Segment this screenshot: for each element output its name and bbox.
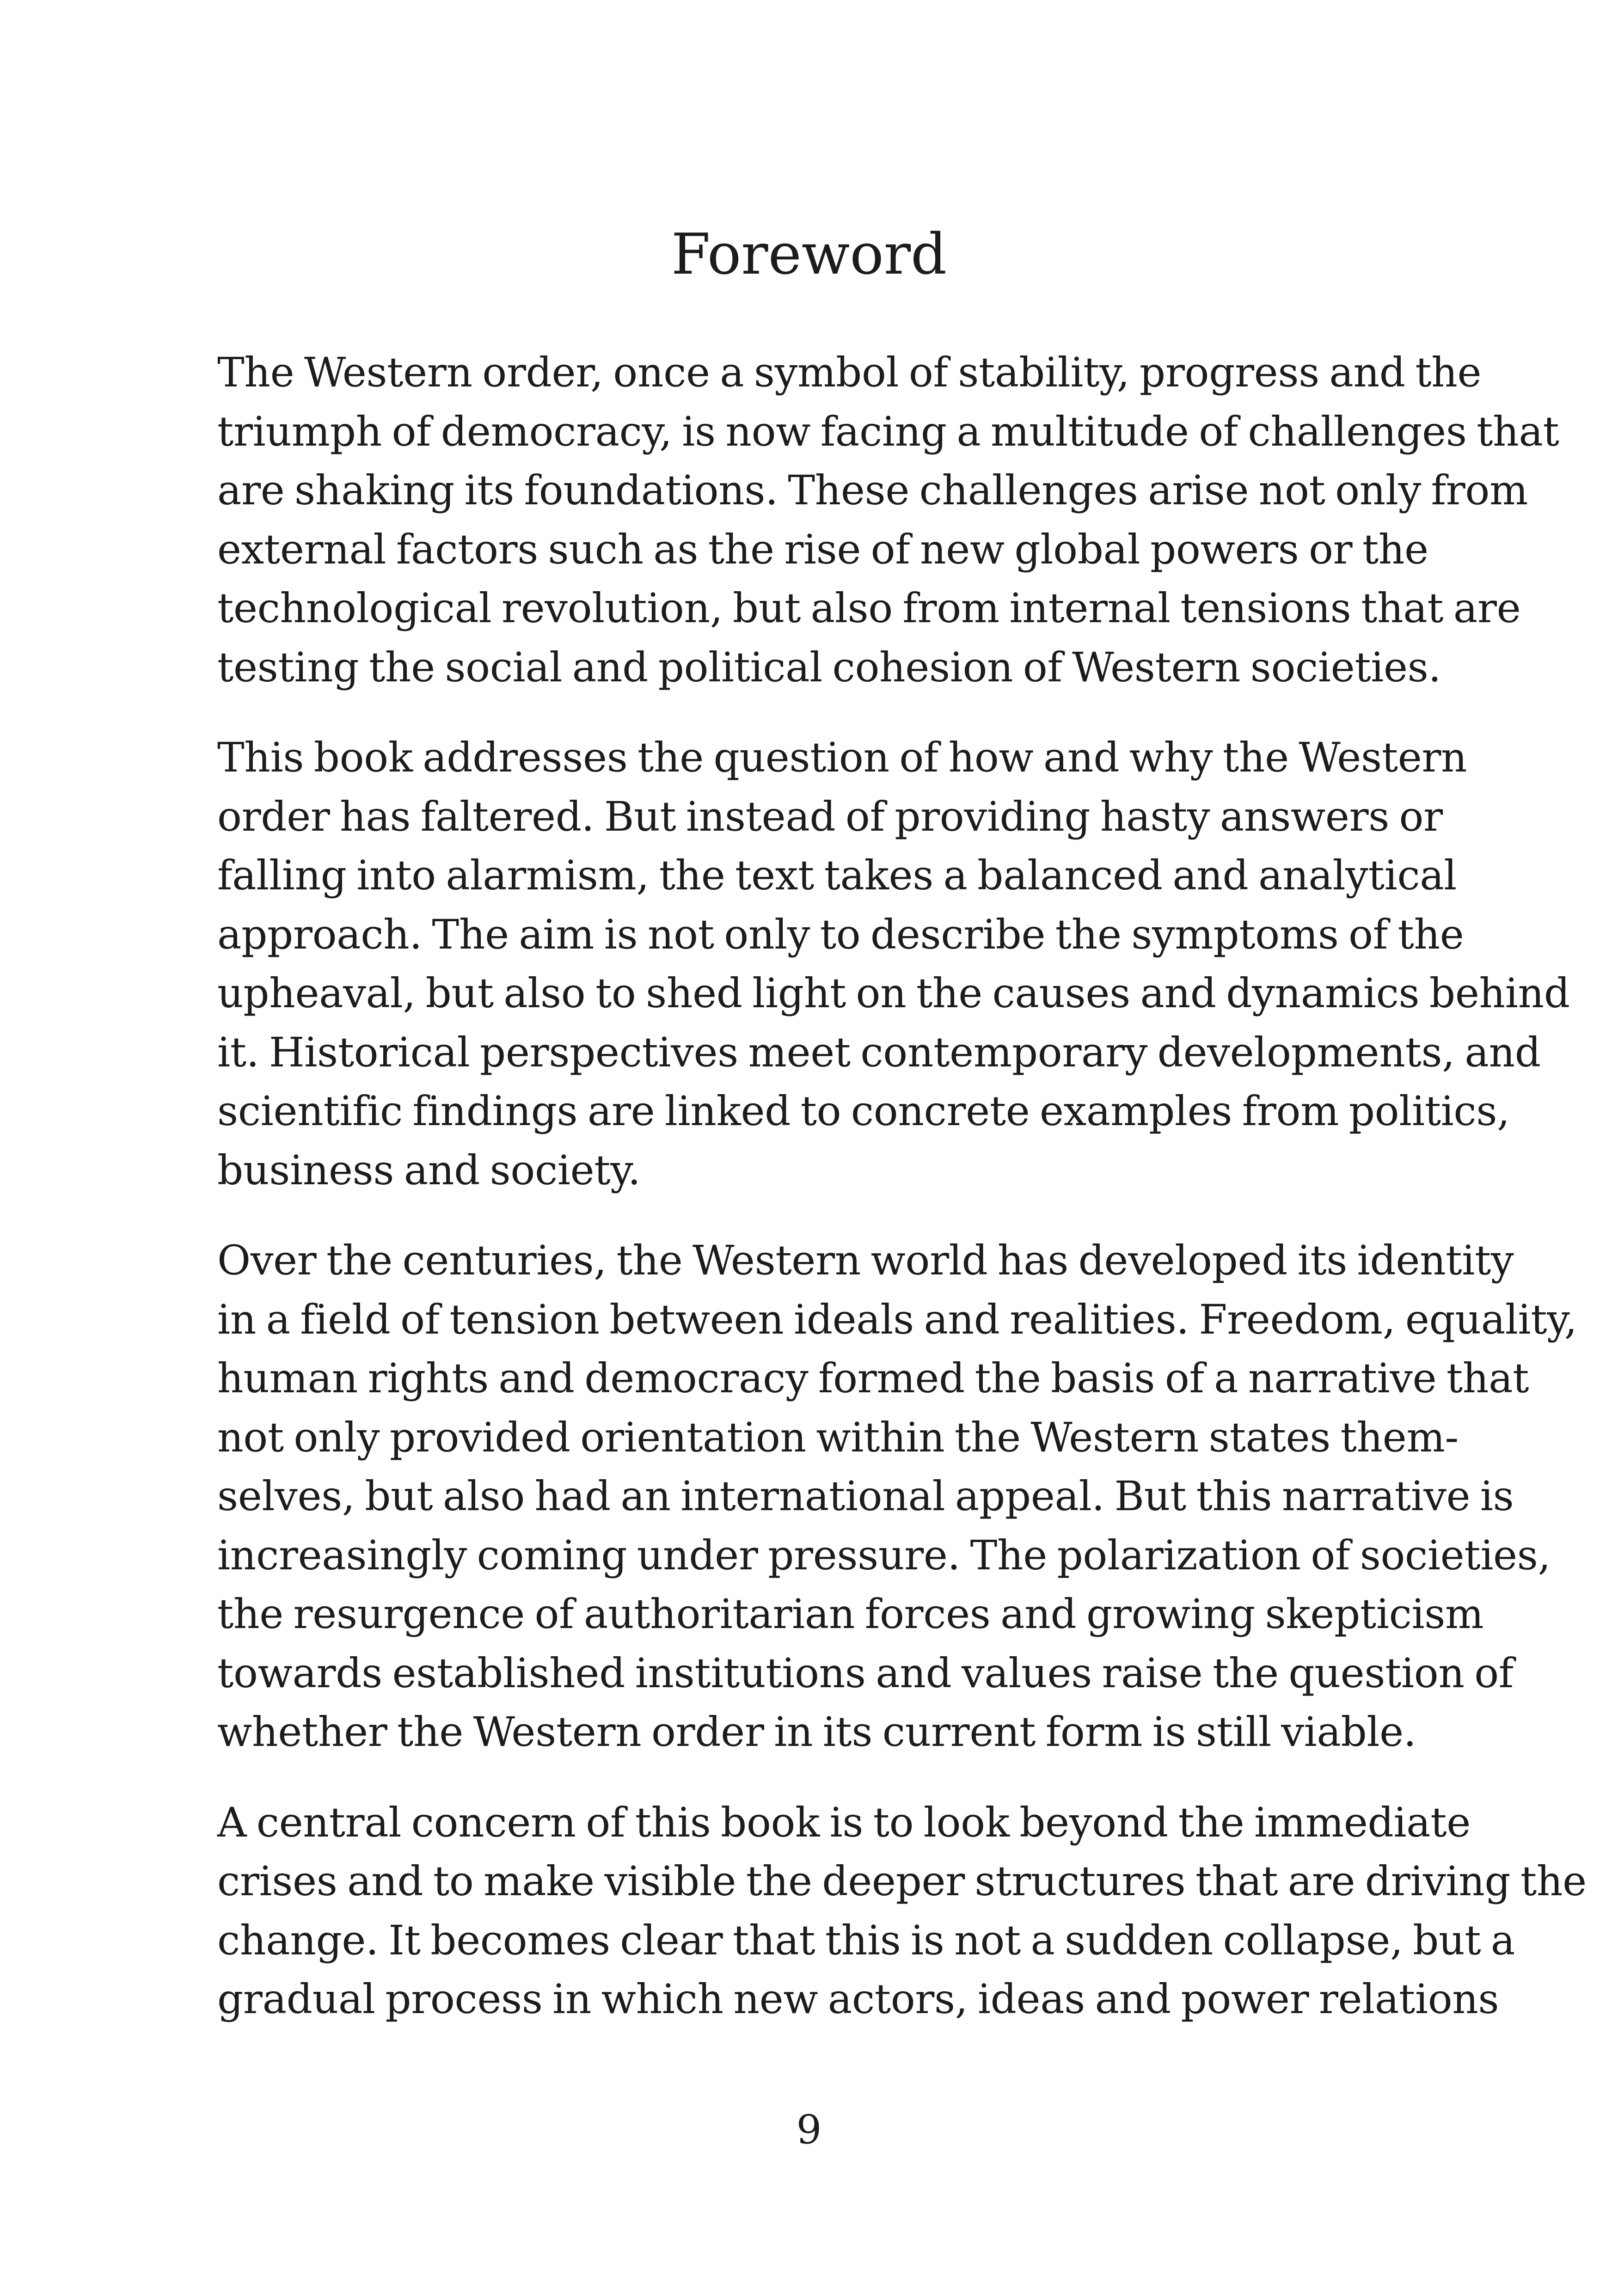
text-line: falling into alarmism, the text takes a balanced and analytical [217,851,1457,899]
text-line: increasingly coming under pressure. The polarization of societies, [217,1531,1551,1579]
text-line: order has faltered. But instead of providing hasty answers or [217,792,1443,840]
text-line: selves, but also had an international appeal. But this narrative is [217,1472,1514,1520]
text-line: towards established institutions and values raise the question of [217,1649,1514,1697]
paragraph-1 [217,343,1559,697]
text-line: whether the Western order in its current form is still viable. [217,1708,1416,1756]
text-line: the resurgence of authoritarian forces and growing skepticism [217,1590,1484,1638]
text-line: testing the social and political cohesion of Western societies. [217,643,1441,691]
text-line: scientific findings are linked to concrete examples from politics, [217,1087,1510,1135]
text-line: approach. The aim is not only to describe the symptoms of the [217,910,1464,958]
paragraph-2 [217,728,1570,1200]
page-number: 9 [796,2107,822,2153]
chapter-title: Foreword [671,221,947,287]
paragraph-3 [217,1231,1577,1762]
text-line: crises and to make visible the deeper structures that are driving the [217,1857,1587,1905]
text-line: change. It becomes clear that this is not a sudden collapse, but a [217,1916,1515,1964]
text-line: triumph of democracy, is now facing a multitude of challenges that [217,407,1559,455]
text-line: gradual process in which new actors, ideas and power relations [217,1975,1499,2023]
text-line: technological revolution, but also from internal tensions that are [217,584,1521,632]
text-line: upheaval, but also to shed light on the causes and dynamics behind [217,969,1570,1017]
paragraph-4 [217,1793,1587,2029]
text-line: in a field of tension between ideals and realities. Freedom, equality, [217,1295,1577,1343]
text-line: human rights and democracy formed the basis of a narrative that [217,1354,1529,1402]
chapter-body [217,343,1587,2060]
text-line: A central concern of this book is to look beyond the immediate [217,1798,1471,1846]
text-line: This book addresses the question of how and why the Western [217,734,1467,781]
text-line: not only provided orientation within the Western states them- [217,1413,1459,1461]
text-line: Over the centuries, the Western world has developed its identity [217,1237,1514,1284]
text-line: business and society. [217,1146,641,1194]
text-line: it. Historical perspectives meet contemporary developments, and [217,1028,1541,1076]
text-line: are shaking its foundations. These challenges arise not only from [217,466,1528,514]
text-line: external factors such as the rise of new global powers or the [217,525,1428,573]
text-line: The Western order, once a symbol of stability, progress and the [217,349,1482,396]
